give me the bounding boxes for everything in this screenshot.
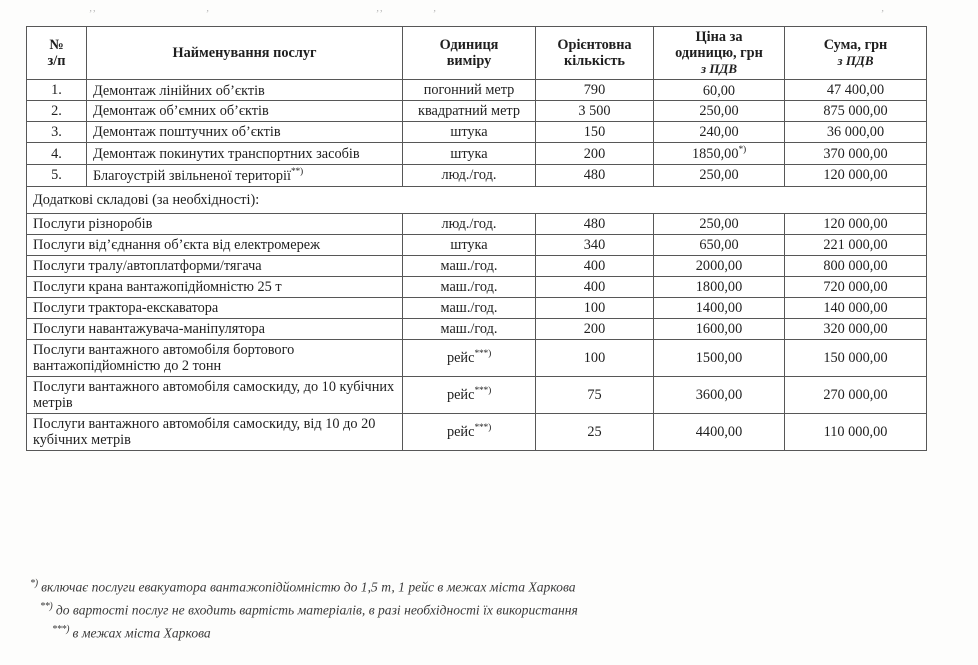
- table-row: [27, 234, 927, 255]
- row-unit-price: [654, 79, 785, 101]
- row-service-name: [87, 165, 403, 187]
- footnote-marker: **): [290, 167, 304, 178]
- row-unit: люд./год.: [403, 165, 536, 187]
- row-sum: 370 000,00: [785, 143, 927, 165]
- row-sum: 221 000,00: [785, 234, 927, 255]
- row-unit-price: 250,00: [654, 213, 785, 234]
- row-service-name: [87, 101, 403, 122]
- row-quantity: 400: [536, 255, 654, 276]
- table-row: [27, 297, 927, 318]
- row-unit-price: 250,00: [654, 101, 785, 122]
- footnote-text: до вартості послуг не входить вартість матеріалів, в разі необхідності їх використання: [55, 602, 578, 618]
- row-service-name: Послуги трактора-екскаватора: [27, 297, 403, 318]
- row-unit-price: 2000,00: [654, 255, 785, 276]
- row-service-name: Послуги крана вантажопідйомністю 25 т: [27, 276, 403, 297]
- row-unit: [403, 339, 536, 376]
- row-unit: маш./год.: [403, 318, 536, 339]
- row-quantity: 100: [536, 297, 654, 318]
- row-unit: штука: [403, 122, 536, 143]
- table-row: [27, 339, 927, 376]
- footnote-marker: ***): [474, 349, 492, 360]
- header-quantity: [536, 27, 654, 80]
- row-sum: 47 400,00: [785, 79, 927, 101]
- row-service-name: [87, 143, 403, 165]
- table-row: [27, 101, 927, 122]
- row-number: 5.: [27, 165, 87, 187]
- row-sum: 270 000,00: [785, 376, 927, 413]
- service-name-text: Благоустрій звільненої території: [93, 167, 291, 184]
- table-row: [27, 318, 927, 339]
- row-sum: 720 000,00: [785, 276, 927, 297]
- row-sum: 120 000,00: [785, 165, 927, 187]
- header-quantity-line1: Орієнтовна: [557, 36, 632, 53]
- header-number: [27, 27, 87, 80]
- header-unit: [403, 27, 536, 80]
- header-price-vat: з ПДВ: [701, 61, 737, 76]
- table-row: [27, 276, 927, 297]
- row-unit-price: 1800,00: [654, 276, 785, 297]
- header-total-sum: [785, 27, 927, 80]
- row-unit: [403, 413, 536, 450]
- row-quantity: 480: [536, 165, 654, 187]
- service-name-text: Демонтаж об’ємних об’єктів: [93, 103, 269, 120]
- row-unit: квадратний метр: [403, 101, 536, 122]
- row-unit-price: 250,00: [654, 165, 785, 187]
- footnote-marker: **): [40, 600, 53, 612]
- row-number: 1.: [27, 79, 87, 101]
- footnote-item: [30, 578, 950, 595]
- row-unit-price: 1500,00: [654, 339, 785, 376]
- unit-price-text: 1850,00: [692, 146, 739, 163]
- unit-text: рейс: [446, 424, 475, 441]
- footnote-marker: *): [30, 578, 38, 589]
- header-price-line1: Ціна за: [695, 29, 743, 45]
- footnote-item: [30, 624, 950, 641]
- row-unit-price: 240,00: [654, 122, 785, 143]
- row-service-name: Послуги вантажного автомобіля самоскиду, до 10 кубічних метрів: [27, 376, 403, 413]
- table-row: [27, 79, 927, 101]
- row-service-name: [87, 79, 403, 101]
- row-unit: маш./год.: [403, 297, 536, 318]
- row-service-name: Послуги навантажувача-маніпулятора: [27, 318, 403, 339]
- footnote-text: включає послуги евакуатора вантажопідйомністю до 1,5 т, 1 рейс в межах міста Харкова: [41, 579, 576, 595]
- row-sum: 875 000,00: [785, 101, 927, 122]
- row-number: 4.: [27, 143, 87, 165]
- table-row: [27, 255, 927, 276]
- row-unit-price: 1400,00: [654, 297, 785, 318]
- row-quantity: 400: [536, 276, 654, 297]
- row-sum: 120 000,00: [785, 213, 927, 234]
- row-quantity: 480: [536, 213, 654, 234]
- row-quantity: 200: [536, 318, 654, 339]
- row-unit-price: 3600,00: [654, 376, 785, 413]
- row-number: 2.: [27, 101, 87, 122]
- row-unit-price: 4400,00: [654, 413, 785, 450]
- footnote-marker: ***): [52, 623, 70, 635]
- row-sum: 36 000,00: [785, 122, 927, 143]
- header-unit-line1: Одиниця: [439, 36, 499, 53]
- footnote-text: в межах міста Харкова: [72, 625, 211, 641]
- table-row: [27, 376, 927, 413]
- row-unit: маш./год.: [403, 276, 536, 297]
- row-quantity: 340: [536, 234, 654, 255]
- row-unit-price: [654, 143, 785, 165]
- table-row: [27, 143, 927, 165]
- row-service-name: Послуги від’єднання об’єкта від електромереж: [27, 234, 403, 255]
- unit-price-text: 60,00: [702, 82, 736, 99]
- row-service-name: Послуги різноробів: [27, 213, 403, 234]
- table-body: [27, 79, 927, 450]
- row-sum: 150 000,00: [785, 339, 927, 376]
- header-price-line2: одиницю, грн: [675, 45, 763, 61]
- row-unit: [403, 376, 536, 413]
- row-sum: 110 000,00: [785, 413, 927, 450]
- footnote-marker: ***): [474, 423, 492, 434]
- service-name-text: Демонтаж поштучних об’єктів: [93, 124, 281, 141]
- row-unit: штука: [403, 143, 536, 165]
- row-unit: погонний метр: [403, 79, 536, 101]
- row-service-name: Послуги вантажного автомобіля самоскиду, від 10 до 20 кубічних метрів: [27, 413, 403, 450]
- row-sum: 320 000,00: [785, 318, 927, 339]
- service-name-text: Демонтаж покинутих транспортних засобів: [93, 145, 360, 162]
- header-quantity-line2: кількість: [564, 52, 625, 69]
- row-quantity: 150: [536, 122, 654, 143]
- row-number: 3.: [27, 122, 87, 143]
- header-service-name: Найменування послуг: [87, 27, 403, 80]
- row-unit: люд./год.: [403, 213, 536, 234]
- unit-text: рейс: [446, 387, 475, 404]
- row-unit-price: 650,00: [654, 234, 785, 255]
- footnotes-block: [30, 578, 950, 646]
- row-quantity: 75: [536, 376, 654, 413]
- row-quantity: 3 500: [536, 101, 654, 122]
- row-unit-price: 1600,00: [654, 318, 785, 339]
- services-price-table: [26, 26, 927, 451]
- table-row: [27, 413, 927, 450]
- row-sum: 140 000,00: [785, 297, 927, 318]
- row-service-name: Послуги вантажного автомобіля бортового вантажопідйомністю до 2 тонн: [27, 339, 403, 376]
- footnote-item: [30, 601, 950, 618]
- footnote-marker: ***): [474, 386, 492, 397]
- row-quantity: 100: [536, 339, 654, 376]
- table-header-row: [27, 27, 927, 80]
- row-sum: 800 000,00: [785, 255, 927, 276]
- row-service-name: [87, 122, 403, 143]
- header-sum-vat: з ПДВ: [837, 53, 874, 68]
- header-unit-price: [654, 27, 785, 80]
- header-number-line2: з/п: [47, 52, 66, 69]
- section-title: Додаткові складові (за необхідності):: [27, 186, 927, 213]
- service-name-text: Демонтаж лінійних об’єктів: [93, 82, 265, 99]
- footnote-marker: *): [738, 145, 746, 156]
- table-row: [27, 122, 927, 143]
- row-unit: штука: [403, 234, 536, 255]
- row-quantity: 200: [536, 143, 654, 165]
- header-number-line1: №: [49, 36, 64, 53]
- row-unit: маш./год.: [403, 255, 536, 276]
- table-row: [27, 213, 927, 234]
- header-sum-line1: Сума, грн: [823, 37, 888, 53]
- section-header-row: [27, 186, 927, 213]
- clipped-text-artifacts: ʼʼ ʼ ʼʼ ʼ ʼ: [88, 8, 884, 20]
- unit-text: рейс: [446, 350, 475, 367]
- header-unit-line2: виміру: [446, 52, 492, 69]
- row-quantity: 25: [536, 413, 654, 450]
- row-quantity: 790: [536, 79, 654, 101]
- table-row: [27, 165, 927, 187]
- row-service-name: Послуги тралу/автоплатформи/тягача: [27, 255, 403, 276]
